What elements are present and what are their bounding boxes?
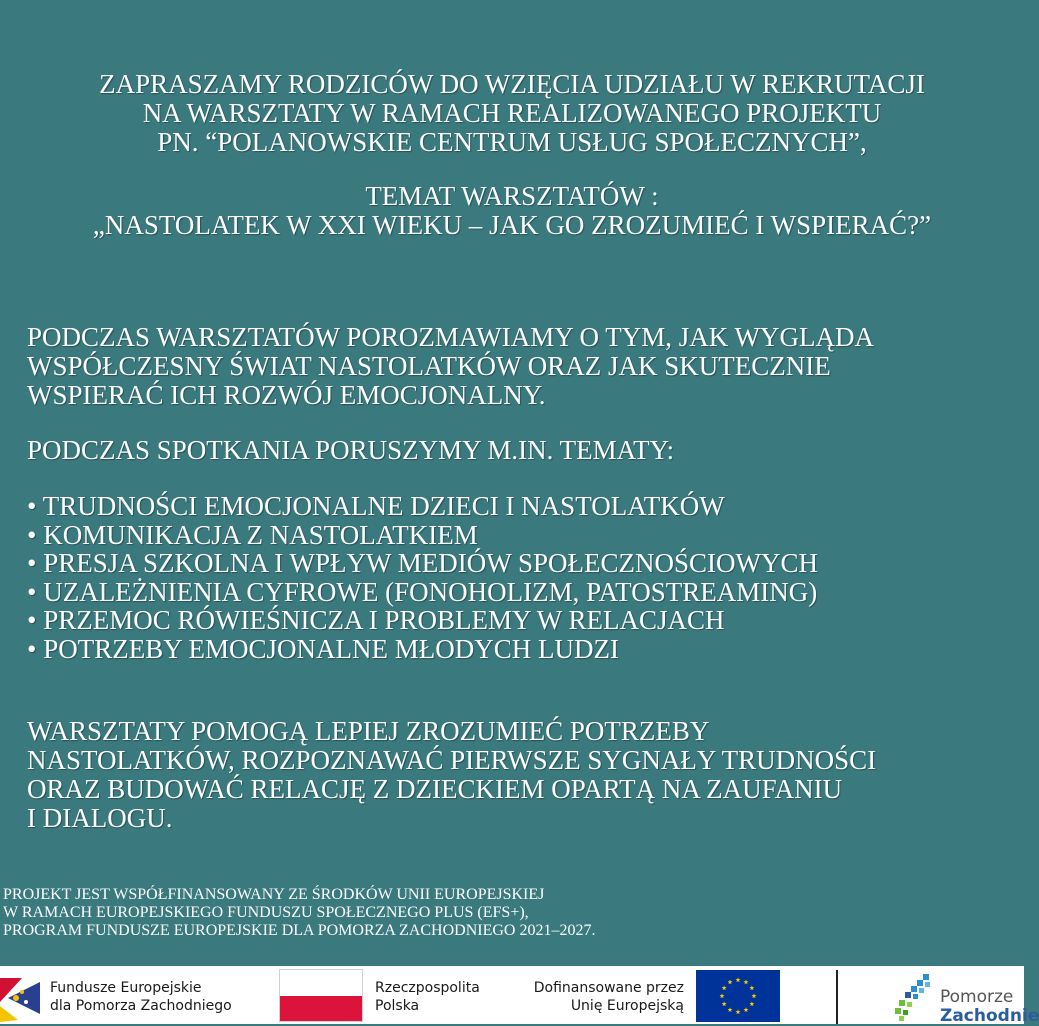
pz-line-1: Pomorze: [940, 987, 1014, 1007]
eu-line-1: Dofinansowane przez: [533, 980, 684, 996]
intro-paragraph: [27, 323, 1007, 410]
outcome-paragraph: [27, 717, 1007, 833]
outcome-line: NASTOLATKÓW, ROZPOZNAWAĆ PIERWSZE SYGNAŁY TRUDNOŚCI: [27, 745, 877, 775]
fundusze-europejskie-text: [50, 979, 232, 1015]
funding-line: PROJEKT JEST WSPÓŁFINANSOWANY ZE ŚRODKÓW UNII EUROPEJSKIEJ: [3, 886, 545, 903]
pl-line-1: Rzeczpospolita: [375, 980, 480, 996]
pomorze-zachodnie-text: [940, 988, 1039, 1026]
workshop-topic: [0, 182, 1024, 240]
invitation-line: NA WARSZTATY W RAMACH REALIZOWANEGO PROJEKTU: [142, 98, 882, 128]
pl-line-2: Polska: [375, 998, 420, 1014]
list-item: • PRZEMOC RÓWIEŚNICZA I PROBLEMY W RELACJACH: [27, 605, 725, 635]
topic-title: „NASTOLATEK W XXI WIEKU – JAK GO ZROZUMIEĆ I WSPIERAĆ?”: [92, 210, 932, 240]
list-item: • UZALEŻNIENIA CYFROWE (FONOHOLIZM, PATOSTREAMING): [27, 576, 818, 607]
invitation-line: PN. “POLANOWSKIE CENTRUM USŁUG SPOŁECZNYCH”,: [157, 127, 867, 157]
list-item: • KOMUNIKACJA Z NASTOLATKIEM: [27, 519, 478, 550]
topics-heading: [27, 436, 1007, 465]
rzeczpospolita-text: [375, 979, 480, 1015]
funding-line: W RAMACH EUROPEJSKIEGO FUNDUSZU SPOŁECZNEGO PLUS (EFS+),: [3, 904, 529, 921]
intro-line: PODCZAS WARSZTATÓW POROZMAWIAMY O TYM, JAK WYGLĄDA: [27, 322, 874, 352]
invitation-heading: [0, 70, 1024, 157]
fe-line-2: dla Pomorza Zachodniego: [50, 998, 232, 1014]
eu-flag-icon: [696, 970, 780, 1022]
topics-heading-text: PODCZAS SPOTKANIA PORUSZYMY M.IN. TEMATY:: [27, 435, 675, 465]
list-item: • PRESJA SZKOLNA I WPŁYW MEDIÓW SPOŁECZNOŚCIOWYCH: [27, 548, 819, 578]
funding-line: PROGRAM FUNDUSZE EUROPEJSKIE DLA POMORZA ZACHODNIEGO 2021–2027.: [3, 922, 596, 939]
outcome-line: WARSZTATY POMOGĄ LEPIEJ ZROZUMIEĆ POTRZEBY: [27, 716, 710, 746]
list-item: • TRUDNOŚCI EMOCJONALNE DZIECI I NASTOLATKÓW: [27, 491, 725, 521]
funding-statement: [3, 886, 1003, 940]
outcome-line: I DIALOGU.: [27, 803, 173, 833]
logo-strip: [0, 966, 1039, 1026]
poland-flag-icon: [279, 969, 363, 1022]
outcome-line: ORAZ BUDOWAĆ RELACJĘ Z DZIECKIEM OPARTĄ NA ZAUFANIU: [27, 774, 843, 804]
pomorze-zachodnie-logo-icon: [893, 972, 937, 1022]
topic-label: TEMAT WARSZTATÓW :: [365, 181, 659, 211]
invitation-line: ZAPRASZAMY RODZICÓW DO WZIĘCIA UDZIAŁU W REKRUTACJI: [99, 69, 925, 99]
fundusze-europejskie-logo-icon: [0, 968, 40, 1022]
intro-line: WSPÓŁCZESNY ŚWIAT NASTOLATKÓW ORAZ JAK SKUTECZNIE: [27, 351, 831, 381]
eu-line-2: Unię Europejską: [570, 998, 684, 1014]
list-item: • POTRZEBY EMOCJONALNE MŁODYCH LUDZI: [27, 633, 619, 664]
intro-line: WSPIERAĆ ICH ROZWÓJ EMOCJONALNY.: [27, 380, 546, 410]
eu-cofinanced-text: [522, 979, 684, 1015]
topics-list: [27, 492, 818, 663]
logo-divider: [836, 970, 838, 1024]
fe-line-1: Fundusze Europejskie: [50, 980, 202, 996]
pz-line-2: Zachodnie: [940, 1006, 1039, 1026]
